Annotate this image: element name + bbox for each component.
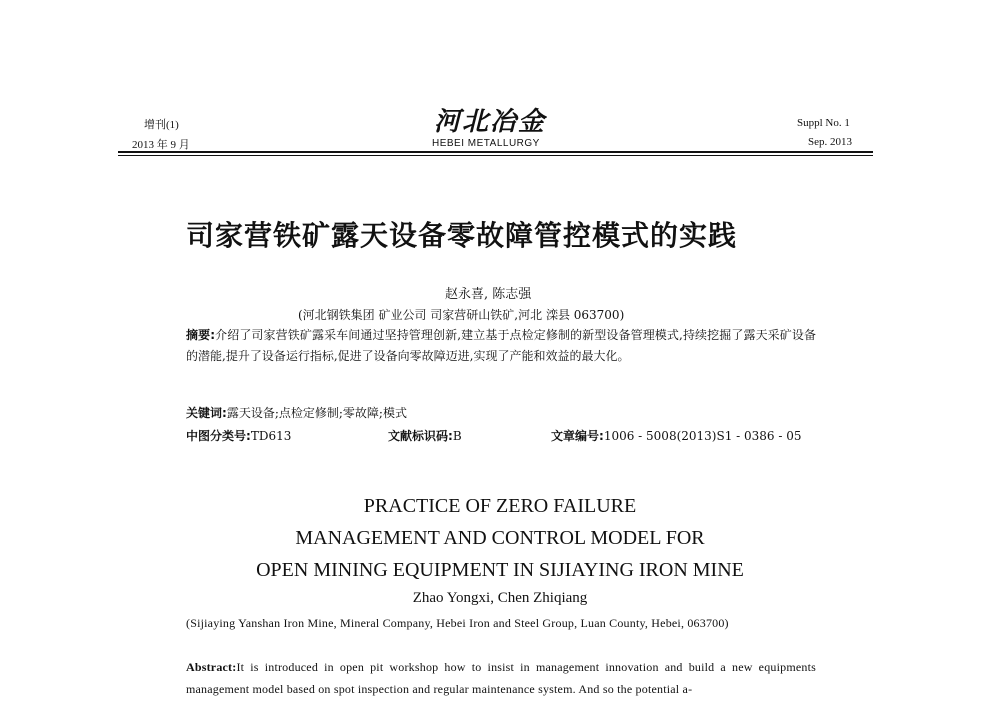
abstract-text-en: It is introduced in open pit workshop how to insist in management innovation and build a new equipments management model based on spot inspection and regular maintenance system. And so the potential a-	[186, 660, 816, 696]
article-number	[551, 427, 802, 444]
title-line-1: PRACTICE OF ZERO FAILURE	[363, 495, 637, 517]
clc-label: 中图分类号:	[186, 429, 251, 443]
doc-code-label: 文献标识码:	[388, 429, 453, 443]
authors-cn: 赵永喜, 陈志强	[445, 287, 532, 302]
journal-name-en: HEBEI METALLURGY	[432, 138, 540, 149]
keywords-label-cn: 关键词:	[186, 406, 227, 420]
keywords-text-cn: 露天设备;点检定修制;零故障;模式	[226, 406, 407, 420]
doc-code	[388, 427, 462, 444]
title-line-2: MANAGEMENT AND CONTROL MODEL FOR	[295, 527, 705, 549]
abstract-cn	[186, 325, 816, 367]
clc-value: TD613	[250, 429, 292, 443]
paper-title-cn: 司家营铁矿露天设备零故障管控模式的实践	[186, 219, 738, 252]
header-rule-thick	[118, 151, 873, 153]
abstract-label-en: Abstract:	[186, 660, 237, 674]
article-no-label: 文章编号:	[551, 429, 604, 443]
affiliation-cn: (河北钢铁集团 矿业公司 司家营研山铁矿,河北 滦县 063700)	[298, 308, 625, 322]
journal-logo: 河北冶金	[434, 107, 547, 137]
abstract-en	[186, 656, 816, 700]
abstract-label-cn: 摘要:	[186, 328, 216, 342]
doc-code-value: B	[452, 429, 462, 443]
header-rule-thin	[118, 155, 873, 156]
paper-title-en	[150, 490, 850, 586]
abstract-text-cn: 介绍了司家营铁矿露采车间通过坚持管理创新,建立基于点检定修制的新型设备管理模式,持续挖掘了露天采矿设备的潜能,提升了设备运行指标,促进了设备向零故障迈进,实现了产能和效益的最大化。	[186, 328, 816, 363]
clc-number	[186, 427, 291, 444]
date-label-en: Sep. 2013	[808, 136, 852, 148]
keywords-cn	[186, 404, 407, 421]
affiliation-en: (Sijiaying Yanshan Iron Mine, Mineral Company, Hebei Iron and Steel Group, Luan County, Hebei, 063700)	[186, 616, 729, 630]
authors-en: Zhao Yongxi, Chen Zhiqiang	[412, 590, 588, 606]
date-label-cn: 2013 年 9 月	[132, 139, 190, 151]
issue-label-en: Suppl No. 1	[797, 117, 850, 129]
article-no-value: 1006 - 5008(2013)S1 - 0386 - 05	[603, 429, 802, 443]
title-line-3: OPEN MINING EQUIPMENT IN SIJIAYING IRON MINE	[256, 559, 744, 581]
issue-label-cn: 增刊(1)	[144, 119, 179, 131]
